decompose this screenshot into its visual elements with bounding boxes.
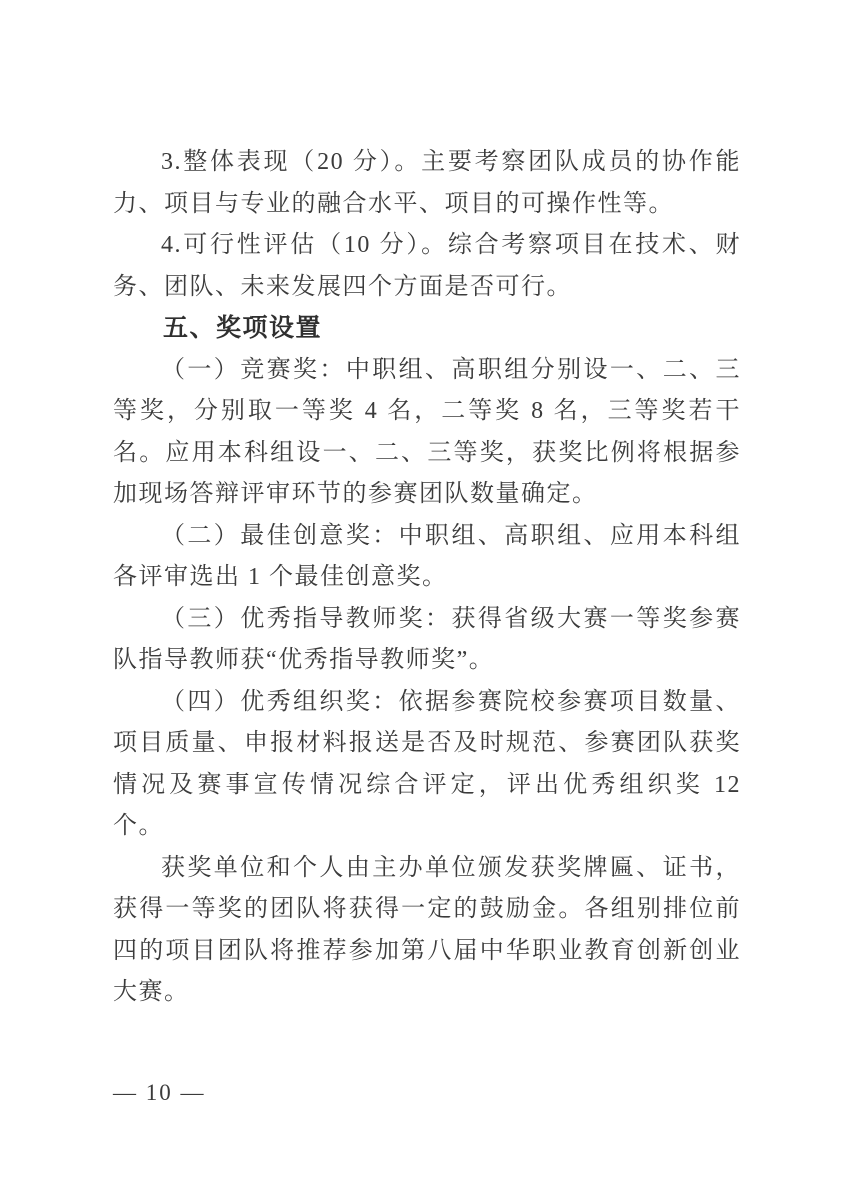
paragraph-award-teacher: （三）优秀指导教师奖：获得省级大赛一等奖参赛队指导教师获“优秀指导教师奖”。 [113,605,741,673]
paragraph-overall-performance: 3.整体表现（20 分）。主要考察团队成员的协作能力、项目与专业的融合水平、项目的可操作性等。 [113,149,741,217]
document-body [113,142,741,1014]
paragraph-feasibility: 4.可行性评估（10 分）。综合考察项目在技术、财务、团队、未来发展四个方面是否可行。 [113,232,741,300]
paragraph-closing: 获奖单位和个人由主办单位颁发获奖牌匾、证书，获得一等奖的团队将获得一定的鼓励金。各组别排位前四的项目团队将推荐参加第八届中华职业教育创新创业大赛。 [113,854,741,1005]
section-heading-awards: 五、奖项设置 [163,314,323,342]
page-footer [113,1080,206,1106]
page-number: — 10 — [113,1080,206,1105]
paragraph-award-creativity: （二）最佳创意奖：中职组、高职组、应用本科组各评审选出 1 个最佳创意奖。 [113,522,741,590]
paragraph-award-organization: （四）优秀组织奖：依据参赛院校参赛项目数量、项目质量、申报材料报送是否及时规范、参赛团队获奖情况及赛事宣传情况综合评定，评出优秀组织奖 12 个。 [113,688,741,839]
paragraph-award-competition: （一）竞赛奖：中职组、高职组分别设一、二、三等奖，分别取一等奖 4 名，二等奖 8 名，三等奖若干名。应用本科组设一、二、三等奖，获奖比例将根据参加现场答辩评审环节的参赛团队数量确定。 [113,356,741,507]
